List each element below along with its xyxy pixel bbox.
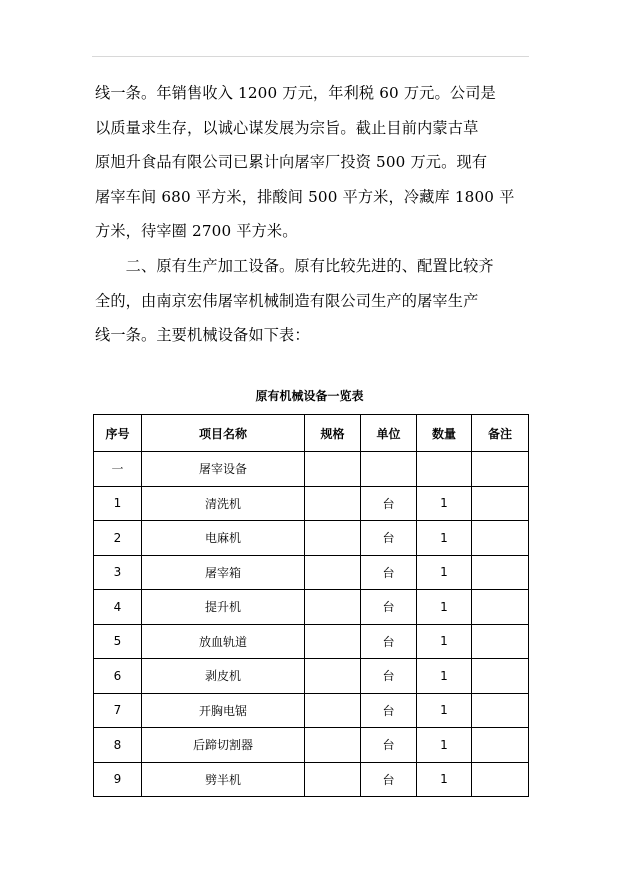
cell-qty: 1 xyxy=(417,486,472,521)
cell-qty xyxy=(417,452,472,487)
table-row xyxy=(94,728,529,763)
cell-note xyxy=(472,624,529,659)
cell-unit xyxy=(361,452,417,487)
cell-note xyxy=(472,486,529,521)
table-row xyxy=(94,590,529,625)
cell-qty: 1 xyxy=(417,728,472,763)
body-paragraphs xyxy=(95,76,527,353)
table-row xyxy=(94,693,529,728)
cell-no: 2 xyxy=(94,521,142,556)
column-header-spec: 规格 xyxy=(305,415,361,452)
column-header-qty: 数量 xyxy=(417,415,472,452)
cell-note xyxy=(472,762,529,797)
cell-unit: 台 xyxy=(361,762,417,797)
cell-name: 放血轨道 xyxy=(142,624,305,659)
cell-note xyxy=(472,693,529,728)
cell-note xyxy=(472,555,529,590)
table-row xyxy=(94,452,529,487)
body-line: 二、原有生产加工设备。原有比较先进的、配置比较齐 xyxy=(95,256,494,275)
body-line: 线一条。主要机械设备如下表： xyxy=(95,326,310,345)
cell-unit: 台 xyxy=(361,624,417,659)
table-row xyxy=(94,762,529,797)
cell-note xyxy=(472,521,529,556)
cell-unit: 台 xyxy=(361,693,417,728)
cell-note xyxy=(472,659,529,694)
body-line: 原旭升食品有限公司已累计向屠宰厂投资 500 万元。现有 xyxy=(95,153,488,172)
cell-unit: 台 xyxy=(361,555,417,590)
column-header-name: 项目名称 xyxy=(142,415,305,452)
cell-name: 开胸电锯 xyxy=(142,693,305,728)
cell-name: 剥皮机 xyxy=(142,659,305,694)
cell-name: 劈半机 xyxy=(142,762,305,797)
page-header-rule xyxy=(92,56,529,57)
cell-qty: 1 xyxy=(417,555,472,590)
cell-no: 6 xyxy=(94,659,142,694)
cell-note xyxy=(472,590,529,625)
table-row xyxy=(94,624,529,659)
cell-spec xyxy=(305,555,361,590)
cell-spec xyxy=(305,762,361,797)
cell-qty: 1 xyxy=(417,590,472,625)
cell-name: 后蹄切割器 xyxy=(142,728,305,763)
cell-no: 3 xyxy=(94,555,142,590)
cell-note xyxy=(472,452,529,487)
cell-no: 一 xyxy=(94,452,142,487)
cell-unit: 台 xyxy=(361,590,417,625)
cell-name: 清洗机 xyxy=(142,486,305,521)
cell-unit: 台 xyxy=(361,659,417,694)
table-row xyxy=(94,521,529,556)
cell-qty: 1 xyxy=(417,624,472,659)
cell-qty: 1 xyxy=(417,762,472,797)
cell-qty: 1 xyxy=(417,693,472,728)
cell-unit: 台 xyxy=(361,521,417,556)
cell-spec xyxy=(305,693,361,728)
cell-spec xyxy=(305,486,361,521)
body-line: 线一条。年销售收入 1200 万元，年利税 60 万元。公司是 xyxy=(95,84,496,102)
equipment-table xyxy=(93,414,529,797)
cell-name: 电麻机 xyxy=(142,521,305,556)
body-line: 以质量求生存，以诚心谋发展为宗旨。截止目前内蒙古草 xyxy=(95,118,479,137)
cell-no: 4 xyxy=(94,590,142,625)
cell-name: 屠宰箱 xyxy=(142,555,305,590)
cell-name: 屠宰设备 xyxy=(142,452,305,487)
cell-spec xyxy=(305,452,361,487)
cell-unit: 台 xyxy=(361,728,417,763)
cell-qty: 1 xyxy=(417,659,472,694)
cell-no: 9 xyxy=(94,762,142,797)
column-header-unit: 单位 xyxy=(361,415,417,452)
cell-no: 7 xyxy=(94,693,142,728)
body-line: 全的，由南京宏伟屠宰机械制造有限公司生产的屠宰生产 xyxy=(95,291,479,310)
table-row xyxy=(94,555,529,590)
cell-unit: 台 xyxy=(361,486,417,521)
table-row xyxy=(94,486,529,521)
table-header-row xyxy=(94,415,529,452)
cell-spec xyxy=(305,659,361,694)
table-title: 原有机械设备一览表 xyxy=(255,389,364,403)
cell-spec xyxy=(305,624,361,659)
cell-spec xyxy=(305,590,361,625)
body-line: 方米，待宰圈 2700 平方米。 xyxy=(95,222,298,241)
cell-qty: 1 xyxy=(417,521,472,556)
body-line: 屠宰车间 680 平方米，排酸间 500 平方米，冷藏库 1800 平 xyxy=(95,187,515,206)
cell-no: 5 xyxy=(94,624,142,659)
cell-no: 1 xyxy=(94,486,142,521)
cell-name: 提升机 xyxy=(142,590,305,625)
column-header-note: 备注 xyxy=(472,415,529,452)
cell-spec xyxy=(305,728,361,763)
column-header-no: 序号 xyxy=(94,415,142,452)
cell-no: 8 xyxy=(94,728,142,763)
cell-spec xyxy=(305,521,361,556)
cell-note xyxy=(472,728,529,763)
table-row xyxy=(94,659,529,694)
